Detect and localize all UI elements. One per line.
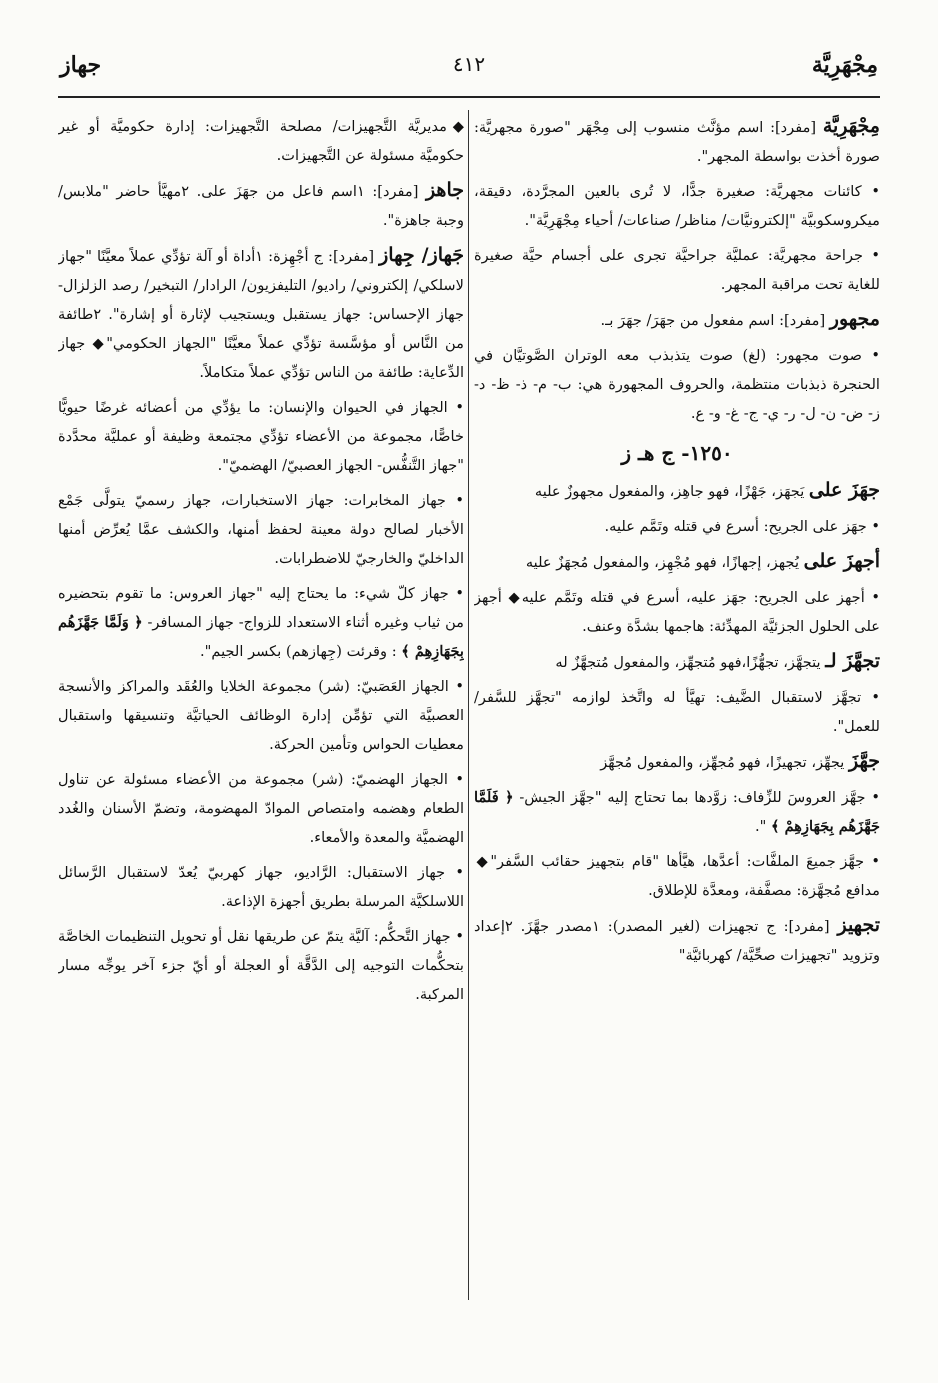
sub-entry: • صوت مجهور: (لغ) صوت يتذبذب معه الوتران الصَّوتيَّان في الحنجرة ذبذبات منتظمة، والحروف المجهورة هي: ب- م- ذ- ظ- د- ز- ض- ن- ل- ر- ي- ج- غ- و- ع. (474, 341, 880, 428)
entry-text: [مفرد]: اسم مؤنَّث منسوب إلى مِجْهَر "صورة مجهريَّة: صورة أخذت بواسطة المجهر". (474, 119, 880, 165)
sub-entry: • الجهاز الهضميّ: (شر) مجموعة من الأعضاء مسئولة عن تناول الطعام وهضمه وامتصاص الموادّ المهضومة، وتضمّ الأسنان والغُدد الهضميَّة والمعدة والأمعاء. (58, 765, 464, 852)
entry (474, 547, 880, 577)
entry-text: جهاز كلّ شيء: ما يحتاج إليه "جهاز العروس: ما تقوم بتحضيره من ثياب وغيره أثناء الاستعداد للزواج- جهاز المسافر- (58, 585, 464, 631)
quran-verse: ﴿ فَلَمَّا جَهَّزَهُم بِجَهَازِهِمْ ﴾ (474, 789, 880, 835)
headword: مِجْهَرِيَّة (822, 115, 880, 137)
entry-text: يَجهَز، جَهْزًا، فهو جاهِز، والمفعول مجهوزٌ عليه (534, 483, 809, 500)
headword: جاهز (425, 179, 464, 201)
entry-text: يتجهَّز، تجهُّزًا،فهو مُتجهِّز، والمفعول مُتجهَّزٌ له (555, 654, 826, 671)
entry-text: [مفرد]: ج أجْهِزة: ١أداة أو آلة تؤدِّي عملاً معيَّنًا "جهاز لاسلكي/ إلكتروني/ راديو/ التليفزيون/ الرادار/ التبخير/ رصد الزلزال- جهاز الإحساس: جهاز يستقبل ويستجيب لإثارة أو إشارة". ٢طائفة من النَّاس أو مؤسَّسة تؤدِّي عملاً معيَّنًا "الجهاز الحكومي"◆ جهاز الدِّعاية: طائفة من الناس تؤدِّي عملاً متكاملاً. (58, 248, 464, 381)
column-divider (468, 110, 469, 1300)
entry (474, 747, 880, 777)
sub-entry: ◆مديريَّة التَّجهيزات/ مصلحة التَّجهيزات: إدارة حكوميَّة أو غير حكوميَّة مسئولة عن التَّجهيزات. (58, 118, 464, 164)
sub-entry (58, 579, 464, 666)
sub-entry: • جهاز الاستقبال: الرَّاديو، جهاز كهربيّ يُعدّ لاستقبال الرَّسائل اللاسلكيَّة المرسلة بطريق أجهزة الإذاعة. (58, 858, 464, 916)
sub-entry: • جهاز التَّحكُّم: آليَّة يتمّ عن طريقها نقل أو تحويل التنظيمات الخاصَّة بتحكُّمات التوجيه إلى الدَّقَّة أو العجلة أو أيّ جزء آخر يوجِّه مسار المركبة. (58, 922, 464, 1009)
entry-text: [مفرد]: ١اسم فاعل من جهَزَ على. ٢مهيَّأ حاضر "ملابس/ وجبة جاهزة". (58, 183, 464, 229)
sub-entry: • جهَز على الجريح: أسرع في قتله وتَمَّم عليه. (474, 512, 880, 541)
headword: جهَّزَ (849, 750, 880, 772)
headword: أجهزَ على (803, 550, 880, 572)
header-last-word: جهاز (60, 52, 102, 78)
entry-text: يُجهز، إجهازًا، فهو مُجْهِز، والمفعول مُجهَزٌ عليه (525, 554, 804, 571)
entry (58, 176, 464, 235)
headword: جهَزَ على (808, 479, 880, 501)
entry (474, 476, 880, 506)
headword: جَهاز/ جِهاز (379, 244, 464, 266)
sub-entry (474, 783, 880, 841)
sub-entry: • جهاز المخابرات: جهاز الاستخبارات، جهاز رسميّ يتولَّى جَمْع الأخبار لصالح دولة معينة لحفظ أمنها، والكشف عمَّا يُعرِّض أمنها الداخليّ والخارجيّ للاضطرابات. (58, 486, 464, 573)
sub-entry: • كائنات مجهريَّة: صغيرة جدًّا، لا تُرى بالعين المجرَّدة، دقيقة، ميكروسكوبيَّة "إلكترونيَّات/ مناظر/ صناعات/ أحياء مِجْهَرِيَّة". (474, 177, 880, 235)
entry-text: : وقرئت (جِهازهم) بكسر الجيم". (200, 643, 402, 660)
headword: تجهَّزَ لـ (825, 650, 880, 672)
root-heading: ١٢٥٠- ج هـ ز (621, 441, 733, 465)
quran-verse: ﴿ وَلَمَّا جَهَّزَهُم بِجَهَازِهِمْ ﴾ (58, 614, 464, 660)
entry (474, 911, 880, 970)
sub-entry: • جهَّز جميعَ الملفَّات: أعدَّها، هيَّأها "قام بتجهيز حقائب السَّفر"◆ مدافع مُجهَّزة: مصفَّفة، ومعدَّة للإطلاق. (474, 847, 880, 905)
sub-entry: • الجهاز العَصَبيّ: (شر) مجموعة الخلايا والعُقَد والمراكز والأنسجة العصبيَّة التي تؤمِّن إدارة الوظائف الحياتيَّة وتنسيقها واستقبال معطيات الحواس وتأمين الحركة. (58, 672, 464, 759)
headword: مجهور (829, 308, 880, 330)
sub-entry: • جراحة مجهريَّة: عمليَّة جراحيَّة تجرى على أجسام حيَّة صغيرة للغاية تحت مراقبة المجهر. (474, 241, 880, 299)
entry-text: [مفرد]: ج تجهيزات (لغير المصدر): ١مصدر جهَّزَ. ٢إعداد وتزويد "تجهيزات صحِّيَّة/ كهربائيَّة" (474, 918, 880, 964)
entry-text: ". (754, 818, 771, 835)
right-column (474, 112, 880, 1302)
sub-entry: • تجهَّز لاستقبال الضَّيف: تهيَّأ له واتَّخذ لوازمه "تجهَّز للسَّفر/ للعمل". (474, 683, 880, 741)
headword: تجهيز (837, 914, 880, 936)
page-number: ٤١٢ (452, 52, 486, 76)
sub-entry: • أجهز على الجريح: جهَز عليه، أسرع في قتله وتَمَّم عليه◆ أجهز على الحلول الجزئيَّة المهدِّئة: هاجمها بشدَّة وعنف. (474, 583, 880, 641)
page-header (60, 52, 878, 92)
entry (58, 241, 464, 387)
entry (474, 112, 880, 171)
entry-text: [مفرد]: اسم مفعول من جهَرَ/ جهَرَ بـ. (600, 312, 830, 329)
header-rule (58, 96, 880, 98)
left-column (58, 112, 464, 1302)
entry-text: جهَّز العروسَ للزِّفاف: زوَّدها بما تحتاج إليه "جهَّز الجيش- (513, 789, 866, 806)
header-first-word: مِجْهَرِيَّة (811, 52, 878, 78)
entry-text: يجهِّز، تجهيزًا، فهو مُجهِّز، والمفعول مُجهَّز (600, 754, 849, 771)
entry (474, 305, 880, 335)
entry (474, 647, 880, 677)
sub-entry: • الجهاز في الحيوان والإنسان: ما يؤدِّي من أعضائه غرضًا حيويًّا خاصًّا، مجموعة من الأعضاء تؤدِّي مجتمعة وظيفة أو عمليَّة محدَّدة "جهاز التَّنفُّس- الجهاز العصبيّ/ الهضميّ". (58, 393, 464, 480)
